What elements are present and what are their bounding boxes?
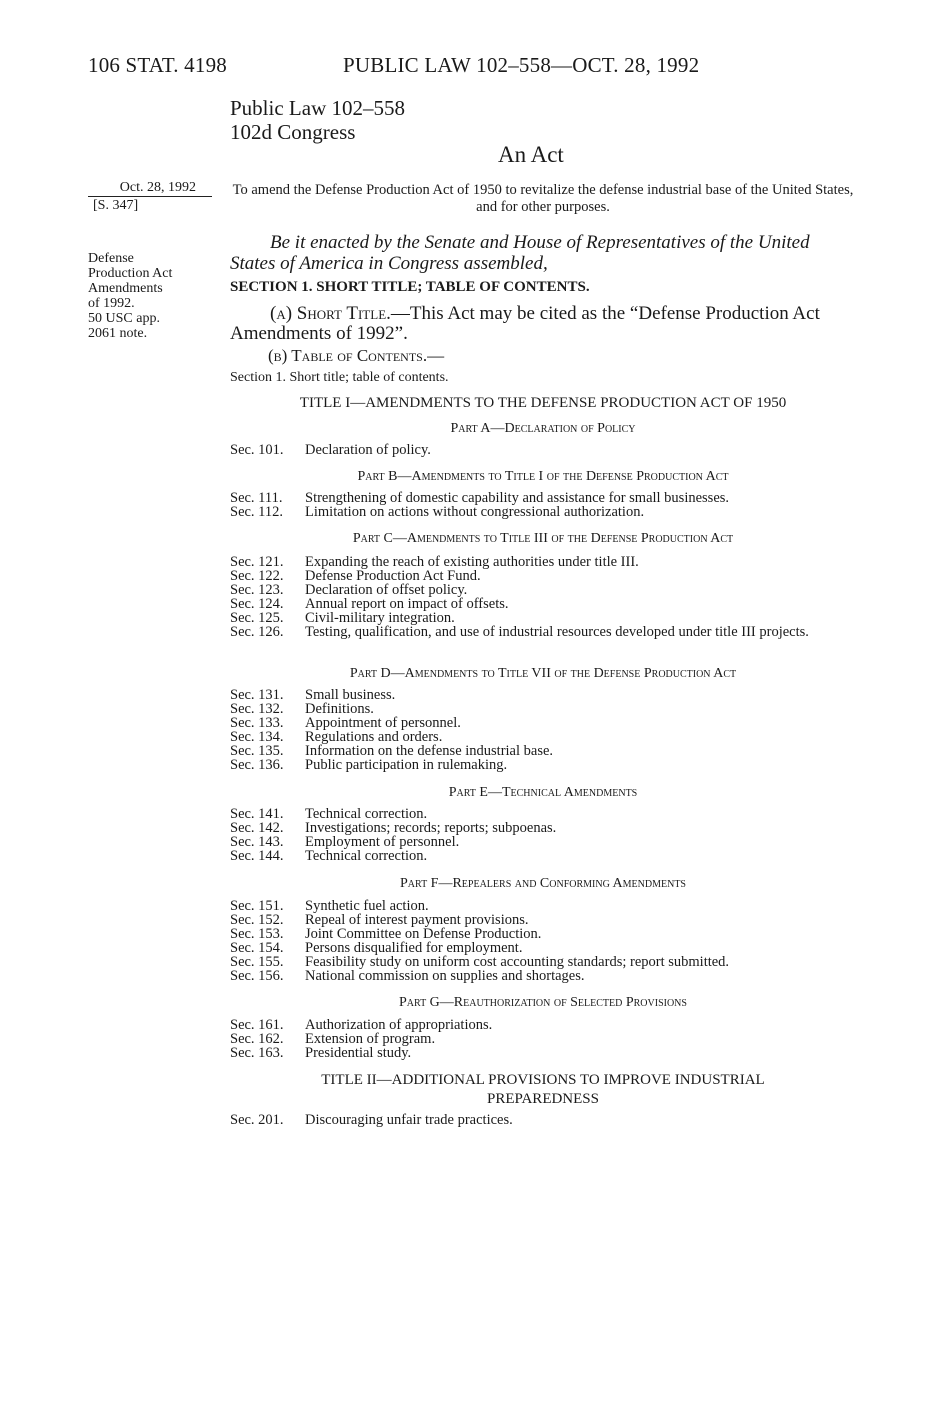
section-title: Definitions. xyxy=(305,701,374,717)
section-title: Regulations and orders. xyxy=(305,729,443,745)
section-title: Repeal of interest payment provisions. xyxy=(305,912,529,928)
list-item xyxy=(230,688,856,702)
section-number: Sec. 136. xyxy=(230,757,284,773)
section-number: Sec. 156. xyxy=(230,968,284,984)
act-purpose: To amend the Defense Production Act of 1950 to revitalize the defense industrial base of the United States, and for other purposes. xyxy=(232,182,854,215)
list-item xyxy=(230,941,856,955)
section-title: Technical correction. xyxy=(305,848,428,864)
list-item xyxy=(230,1032,856,1046)
section-number: Sec. 153. xyxy=(230,926,284,942)
title-heading-line: TITLE II—ADDITIONAL PROVISIONS TO IMPROVE INDUSTRIAL xyxy=(321,1072,765,1088)
list-item xyxy=(230,1046,856,1060)
list-item xyxy=(230,702,856,716)
margin-note-line: of 1992. xyxy=(88,296,135,311)
list-item xyxy=(230,611,856,625)
page-citation: 106 STAT. 4198 xyxy=(88,53,227,77)
section-title: Testing, qualification, and use of industrial resources developed under title III projects. xyxy=(305,624,809,640)
section-number: Sec. 154. xyxy=(230,940,284,956)
section-number: Sec. 123. xyxy=(230,582,284,598)
section-list xyxy=(230,555,856,639)
list-item xyxy=(230,849,856,863)
toc-heading-label: (b) Table of Contents. xyxy=(268,346,428,365)
list-item xyxy=(230,555,856,569)
section-title: Extension of program. xyxy=(305,1031,436,1047)
toc-heading-dash: — xyxy=(427,346,445,365)
section-title: Declaration of policy. xyxy=(305,442,431,458)
section-number: Sec. 126. xyxy=(230,624,284,640)
section-title: Information on the defense industrial base. xyxy=(305,743,554,759)
section-number: Sec. 142. xyxy=(230,820,284,836)
part-heading: Part C—Amendments to Title III of the Defense Production Act xyxy=(352,531,734,546)
section-title: National commission on supplies and shortages. xyxy=(305,968,585,984)
list-item xyxy=(230,758,856,772)
section-number: Sec. 121. xyxy=(230,554,284,570)
section-list xyxy=(230,443,856,457)
section-list xyxy=(230,491,856,519)
part-heading: Part B—Amendments to Title I of the Defense Production Act xyxy=(357,469,729,484)
section-title: Strengthening of domestic capability and assistance for small businesses. xyxy=(305,490,730,506)
part-heading: Part D—Amendments to Title VII of the Defense Production Act xyxy=(349,666,737,681)
congress-label: 102d Congress xyxy=(230,120,356,144)
law-title-block xyxy=(230,96,405,144)
list-item xyxy=(230,716,856,730)
margin-date: Oct. 28, 1992 xyxy=(88,179,212,197)
short-title-text: —This Act may be cited as the “Defense Production Act Amendments of 1992”. xyxy=(230,303,820,344)
section-number: Sec. 201. xyxy=(230,1112,284,1128)
list-item xyxy=(230,955,856,969)
enacting-clause: Be it enacted by the Senate and House of Representatives of the United States of America in Congress assembled, xyxy=(230,232,810,274)
list-item xyxy=(230,807,856,821)
act-label: An Act xyxy=(498,142,564,167)
section-number: Sec. 131. xyxy=(230,687,284,703)
list-item xyxy=(230,625,856,639)
short-title-paragraph xyxy=(230,304,856,344)
section-number: Sec. 125. xyxy=(230,610,284,626)
list-item xyxy=(230,730,856,744)
toc-entry: Section 1. Short title; table of contents. xyxy=(230,370,449,385)
section-number: Sec. 141. xyxy=(230,806,284,822)
section-number: Sec. 162. xyxy=(230,1031,284,1047)
margin-note-line: 50 USC app. xyxy=(88,311,160,326)
margin-note-line: Production Act xyxy=(88,266,173,281)
section-title: Employment of personnel. xyxy=(305,834,460,850)
section-title: Small business. xyxy=(305,687,396,703)
margin-bill: [S. 347] xyxy=(93,198,139,213)
margin-note xyxy=(88,251,172,341)
section-number: Sec. 143. xyxy=(230,834,284,850)
section-title: Feasibility study on uniform cost accounting standards; report submitted. xyxy=(305,954,730,970)
section-title: Public participation in rulemaking. xyxy=(305,757,508,773)
list-item xyxy=(230,1018,856,1032)
section-number: Sec. 144. xyxy=(230,848,284,864)
list-item xyxy=(230,835,856,849)
section-title: Expanding the reach of existing authorities under title III. xyxy=(305,554,639,570)
part-heading: Part A—Declaration of Policy xyxy=(450,421,636,436)
section-number: Sec. 124. xyxy=(230,596,284,612)
section-title: Defense Production Act Fund. xyxy=(305,568,481,584)
section-list xyxy=(230,1113,856,1127)
section-number: Sec. 155. xyxy=(230,954,284,970)
list-item xyxy=(230,927,856,941)
section-list xyxy=(230,1018,856,1060)
title-heading xyxy=(230,1071,856,1109)
list-item xyxy=(230,913,856,927)
section-title: Synthetic fuel action. xyxy=(305,898,429,914)
section-title: Persons disqualified for employment. xyxy=(305,940,523,956)
section-number: Sec. 132. xyxy=(230,701,284,717)
section-number: Sec. 111. xyxy=(230,490,283,506)
section-title: Annual report on impact of offsets. xyxy=(305,596,509,612)
part-heading: Part F—Repealers and Conforming Amendments xyxy=(400,876,686,891)
section-title: Civil-military integration. xyxy=(305,610,455,626)
section-number: Sec. 161. xyxy=(230,1017,284,1033)
margin-date-box xyxy=(88,179,212,214)
running-head: PUBLIC LAW 102–558—OCT. 28, 1992 xyxy=(343,53,700,77)
section-title: Limitation on actions without congressional authorization. xyxy=(305,504,645,520)
list-item xyxy=(230,744,856,758)
list-item xyxy=(230,821,856,835)
section-title: Joint Committee on Defense Production. xyxy=(305,926,542,942)
section-title: Authorization of appropriations. xyxy=(305,1017,493,1033)
section-number: Sec. 135. xyxy=(230,743,284,759)
section-number: Sec. 134. xyxy=(230,729,284,745)
list-item xyxy=(230,583,856,597)
section-heading: SECTION 1. SHORT TITLE; TABLE OF CONTENTS. xyxy=(230,279,590,295)
short-title-label: (a) Short Title. xyxy=(270,303,391,324)
list-item xyxy=(230,443,856,457)
title-heading: TITLE I—AMENDMENTS TO THE DEFENSE PRODUCTION ACT OF 1950 xyxy=(299,395,787,411)
section-list xyxy=(230,899,856,983)
part-heading: Part E—Technical Amendments xyxy=(448,785,638,800)
section-number: Sec. 101. xyxy=(230,442,284,458)
section-list xyxy=(230,688,856,772)
list-item xyxy=(230,597,856,611)
part-heading: Part G—Reauthorization of Selected Provisions xyxy=(399,995,687,1010)
list-item xyxy=(230,505,856,519)
law-number: Public Law 102–558 xyxy=(230,96,405,120)
section-title: Presidential study. xyxy=(305,1045,412,1061)
list-item xyxy=(230,569,856,583)
toc-heading xyxy=(268,346,444,366)
list-item xyxy=(230,899,856,913)
section-number: Sec. 151. xyxy=(230,898,284,914)
margin-note-line: Amendments xyxy=(88,281,163,296)
section-number: Sec. 122. xyxy=(230,568,284,584)
list-item xyxy=(230,969,856,983)
list-item xyxy=(230,491,856,505)
list-item xyxy=(230,1113,856,1127)
title-heading-line: PREPAREDNESS xyxy=(487,1091,599,1107)
section-title: Discouraging unfair trade practices. xyxy=(305,1112,513,1128)
section-number: Sec. 133. xyxy=(230,715,284,731)
section-list xyxy=(230,807,856,863)
section-number: Sec. 112. xyxy=(230,504,284,520)
section-title: Declaration of offset policy. xyxy=(305,582,468,598)
margin-note-line: 2061 note. xyxy=(88,326,148,341)
section-title: Technical correction. xyxy=(305,806,428,822)
section-title: Investigations; records; reports; subpoenas. xyxy=(305,820,557,836)
section-title: Appointment of personnel. xyxy=(305,715,461,731)
section-number: Sec. 163. xyxy=(230,1045,284,1061)
margin-note-line: Defense xyxy=(88,251,134,266)
section-number: Sec. 152. xyxy=(230,912,284,928)
